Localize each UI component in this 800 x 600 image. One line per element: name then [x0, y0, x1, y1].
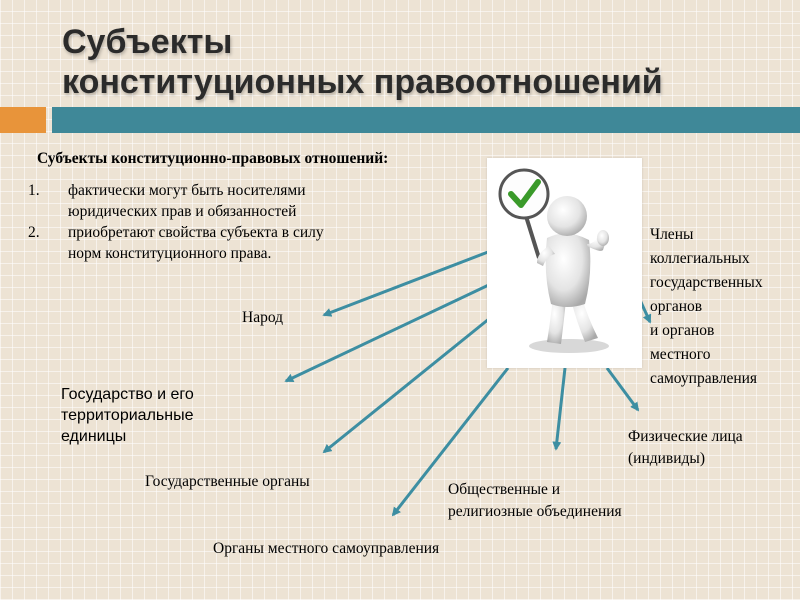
- arrow-to-people: [324, 252, 488, 315]
- label-individuals-line: (индивиды): [628, 450, 706, 467]
- title-line-1: Субъекты: [62, 23, 233, 61]
- title-line-2: конституционных правоотношений: [62, 63, 663, 101]
- list-item-text: юридических прав и обязанностей: [68, 203, 297, 220]
- arrow-to-state-bodies: [324, 310, 500, 452]
- person-figure-icon: [487, 158, 642, 368]
- label-state-line: Государство и его: [61, 386, 194, 403]
- arrow-to-public-assoc: [556, 368, 565, 449]
- label-members: [650, 223, 763, 391]
- list-number: 1.: [28, 182, 40, 199]
- label-people: Народ: [242, 309, 284, 326]
- label-state-bodies: Государственные органы: [145, 473, 310, 490]
- label-members-line: самоуправления: [650, 370, 758, 387]
- list-item-text: фактически могут быть носителями: [68, 182, 306, 199]
- label-members-line: государственных: [650, 274, 763, 291]
- label-local-bodies: Органы местного самоуправления: [213, 540, 440, 557]
- label-members-line: коллегиальных: [650, 250, 750, 267]
- subjects-heading: Субъекты конституционно-правовых отношений:: [37, 150, 389, 167]
- label-individuals-line: Физические лица: [628, 428, 743, 445]
- list-number: 2.: [28, 224, 40, 241]
- label-members-line: местного: [650, 346, 711, 363]
- label-state-line: территориальные: [61, 407, 194, 424]
- checkmark-sign-icon: [500, 170, 548, 218]
- illustration-frame: [487, 158, 642, 368]
- arrow-to-individuals: [607, 368, 638, 410]
- label-public-associations-line: Общественные и: [448, 481, 561, 498]
- label-public-associations: [448, 479, 622, 523]
- label-members-line: Члены: [650, 226, 694, 243]
- list-item-text: приобретают свойства субъекта в силу: [68, 224, 324, 241]
- label-public-associations-line: религиозные объединения: [448, 503, 622, 520]
- list-item-text: норм конституционного права.: [68, 245, 272, 262]
- label-members-line: и органов: [650, 322, 715, 339]
- label-members-line: органов: [650, 298, 703, 315]
- label-state-line: единицы: [61, 428, 127, 445]
- label-state: [61, 384, 194, 447]
- label-individuals: [628, 426, 743, 470]
- arrow-to-state: [286, 282, 495, 381]
